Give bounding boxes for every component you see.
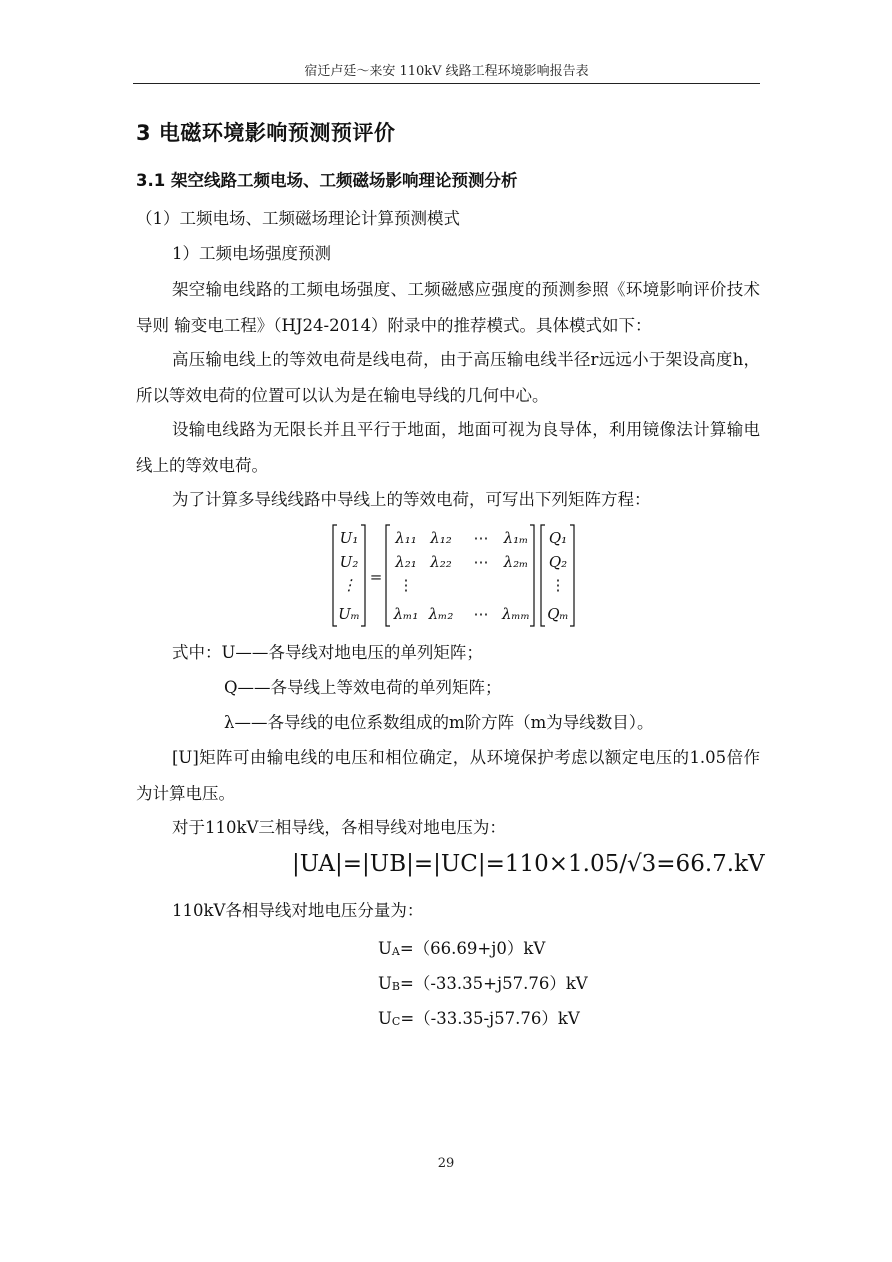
phase-c-sub: C: [391, 1015, 401, 1028]
running-header: 宿迁卢廷～来安 110kV 线路工程环境影响报告表: [304, 64, 589, 79]
u-entry-3: ⋮: [341, 576, 357, 594]
bracket-q-left: [541, 525, 545, 626]
paragraph-2: 高压输电线上的等效电荷是线电荷，由于高压输电线半径r远远小于架设高度h，所以等效电荷的位置可以认为是在输电导线的几何中心。: [136, 350, 760, 405]
item-sub-title: 1）工频电场强度预测: [172, 244, 331, 263]
lambda-2-3: ⋯: [473, 553, 489, 571]
lambda-4-3: ⋯: [473, 605, 489, 623]
lambda-4-1: λₘ₁: [393, 605, 419, 623]
item-mode-title: （1）工频电场、工频磁场理论计算预测模式: [136, 209, 460, 228]
bracket-u-left: [333, 525, 337, 626]
paragraph-3: 设输电线路为无限长并且平行于地面，地面可视为良导体，利用镜像法计算输电线上的等效电荷。: [136, 420, 760, 475]
phase-c-voltage: [378, 1005, 580, 1029]
section-heading: 3 电磁环境影响预测预评价: [136, 121, 396, 145]
phase-a-label: U: [378, 939, 392, 958]
phase-b-label: U: [378, 974, 392, 993]
u-entry-4: Uₘ: [338, 605, 360, 623]
phase-c-label: U: [378, 1009, 392, 1028]
lambda-1-3: ⋯: [473, 529, 489, 547]
paragraph-6: 对于110kV三相导线，各相导线对地电压为：: [172, 818, 506, 837]
subsection-heading: 3.1 架空线路工频电场、工频磁场影响理论预测分析: [136, 171, 518, 190]
lambda-1-1: λ₁₁: [395, 529, 417, 547]
matrix-equation: [330, 522, 580, 630]
q-entry-4: Qₘ: [547, 605, 569, 623]
lambda-2-2: λ₂₂: [430, 553, 452, 571]
lambda-3-1: ⋮: [398, 576, 414, 594]
header-rule: [133, 83, 760, 84]
phase-voltage-equation: |UA|=|UB|=|UC|=110×1.05/√3=66.7.kV: [292, 851, 765, 877]
lambda-4-2: λₘ₂: [428, 605, 454, 623]
u-entry-2: U₂: [339, 553, 359, 571]
phase-b-sub: B: [391, 980, 400, 993]
u-entry-1: U₁: [339, 529, 359, 547]
matrix-svg: [330, 522, 580, 630]
lambda-1-2: λ₁₂: [430, 529, 452, 547]
paragraph-4: 为了计算多导线线路中导线上的等效电荷，可写出下列矩阵方程：: [172, 490, 651, 509]
definition-lambda: λ——各导线的电位系数组成的m阶方阵（m为导线数目）。: [224, 713, 654, 732]
bracket-lambda-left: [386, 525, 390, 626]
lambda-4-4: λₘₘ: [502, 605, 530, 623]
definition-u: 式中：U——各导线对地电压的单列矩阵；: [172, 643, 483, 662]
phase-a-voltage: [378, 935, 545, 959]
lambda-1-4: λ₁ₘ: [503, 529, 529, 547]
q-entry-2: Q₂: [548, 553, 568, 571]
matrix-equals: =: [369, 568, 383, 586]
paragraph-5: [U]矩阵可由输电线的电压和相位确定，从环境保护考虑以额定电压的1.05倍作为计算电压。: [136, 748, 760, 803]
phase-b-value: =（-33.35+j57.76）kV: [400, 974, 588, 993]
q-entry-1: Q₁: [548, 529, 568, 547]
phase-c-value: =（-33.35-j57.76）kV: [400, 1009, 580, 1028]
phase-b-voltage: [378, 970, 588, 994]
bracket-lambda-right: [530, 525, 534, 626]
lambda-2-1: λ₂₁: [395, 553, 417, 571]
definition-q: Q——各导线上等效电荷的单列矩阵；: [224, 678, 502, 697]
bracket-q-right: [570, 525, 574, 626]
phase-a-value: =（66.69+j0）kV: [399, 939, 546, 958]
page-number: 29: [437, 1156, 455, 1171]
q-entry-3: ⋮: [550, 576, 566, 594]
lambda-2-4: λ₂ₘ: [503, 553, 529, 571]
paragraph-7: 110kV各相导线对地电压分量为：: [172, 901, 424, 920]
paragraph-1: 架空输电线路的工频电场强度、工频磁感应强度的预测参照《环境影响评价技术导则 输变电工程》（HJ24-2014）附录中的推荐模式。具体模式如下：: [136, 280, 760, 335]
bracket-u-right: [361, 525, 365, 626]
phase-a-sub: A: [391, 945, 400, 958]
